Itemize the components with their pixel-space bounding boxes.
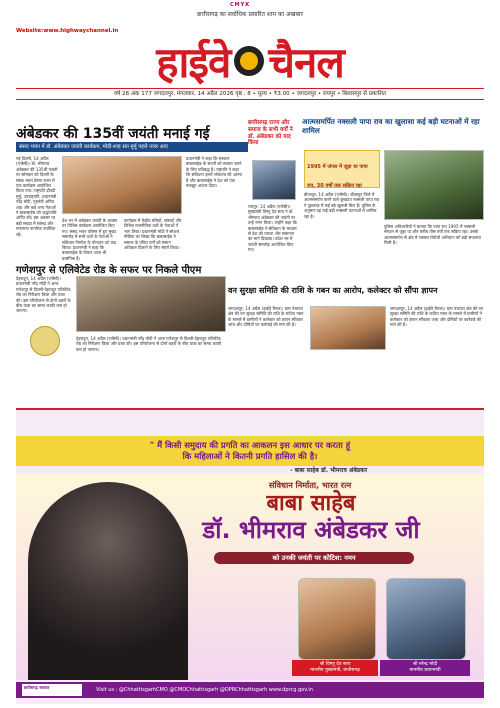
pm-title: माननीय प्रधानमंत्री bbox=[409, 668, 441, 673]
mid-headline[interactable]: छत्तीसगढ़ राज्य और समाज के सभी वर्गों ने डॉ. अंबेडकर को याद किया bbox=[248, 120, 293, 147]
ad-name-line-2: डॉ. भीमराव अंबेडकर जी bbox=[202, 516, 420, 544]
mid-body: रायपुर, 14 अप्रैल (एजेंसी)। मुख्यमंत्री विष्णु देव साय ने डॉ. भीमराव अंबेडकर की जयंती पर उन्हें नमन किया। उन्होंने कहा कि बाबासाहेब ने संविधान के माध्यम से देश को एकता और समानता का मार्ग दिखाया। प्रदेश भर में जयंती समारोह आयोजित किए गए। bbox=[248, 204, 297, 253]
naxal-headline[interactable]: आत्मसमर्पित नक्सली पापा राव का खुलासा कई बड़ी घटनाओं में रहा शामिल bbox=[302, 117, 480, 135]
cm-nameplate bbox=[292, 660, 378, 676]
ad-name-line-1: बाबा साहेब bbox=[266, 491, 356, 516]
govt-seal-icon bbox=[30, 326, 60, 356]
tagline: छत्तीसगढ़ का सर्वाधिक प्रसारित शाम का अखबार bbox=[197, 11, 303, 18]
ambedkar-col-1: नई दिल्ली, 14 अप्रैल (एजेंसी)। डॉ. भीमराव अंबेडकर की 135वीं जयंती पर सोमवार को दिल्ली के संसद भवन प्रेरणा स्थल में एक कार्यक्रम आयोजित किया गया। राष्ट्रपति द्रौपदी मुर्मू, उपराष्ट्रपति, प्रधानमंत्री नरेंद्र मोदी, गृहमंत्री अमित शाह और कई अन्य नेताओं ने बाबासाहेब को श्रद्धांजलि अर्पित की। इस अवसर पर बड़ी संख्या में सांसद और गणमान्य नागरिक उपस्थित रहे। bbox=[16, 156, 58, 237]
scheme-body-cont: जगदलपुर, 14 अप्रैल (हाईवे चैनल)। ग्राम पंचायत क्षेत्र की वन सुरक्षा समिति की राशि के कथित गबन के मामले में ग्रामीणों ने कलेक्टर को ज्ञापन सौंपकर जांच और दोषियों पर कार्रवाई की मांग की है। bbox=[390, 306, 484, 328]
ambedkar-portrait bbox=[28, 482, 188, 680]
scheme-body: जगदलपुर, 14 अप्रैल (हाईवे चैनल)। ग्राम पंचायत क्षेत्र की वन सुरक्षा समिति की राशि के कथित गबन के मामले में ग्रामीणों ने कलेक्टर को ज्ञापन सौंपकर जांच और दोषियों पर कार्रवाई की मांग की है। bbox=[228, 306, 304, 328]
newspaper-logo[interactable] bbox=[156, 33, 344, 90]
leaders-photos bbox=[290, 568, 470, 668]
logo-left: हाईवे bbox=[156, 37, 231, 87]
cm-title: माननीय मुख्यमंत्री, छत्तीसगढ़ bbox=[310, 668, 360, 673]
cm-name: श्री विष्णु देव साय bbox=[319, 662, 351, 667]
naxal-col-1: बीजापुर, 14 अप्रैल (एजेंसी)। बीजापुर जिले में आत्मसमर्पण करने वाले कुख्यात नक्सली पापा राव ने पूछताछ में कई बड़े खुलासे किए हैं। पुलिस के अनुसार वह कई बड़ी नक्सली घटनाओं में शामिल रहा है। bbox=[304, 192, 380, 219]
naxal-highlight-box bbox=[304, 150, 380, 188]
cmyk-mark: CMYK bbox=[230, 2, 251, 8]
ambedkar-headline[interactable]: अंबेडकर की 135वीं जयंती मनाई गई bbox=[16, 126, 210, 142]
modi-headline[interactable]: गणेशपुर से एलिवेटेड रोड के सफर पर निकले पीएम bbox=[16, 265, 202, 276]
ad-tribute-label: को उनकी जयंती पर कोटिश: नमन bbox=[214, 552, 414, 564]
ambedkar-col-2: देश भर में अंबेडकर जयंती के अवसर पर विभिन्न कार्यक्रम आयोजित किए गए। संसद भवन परिसर में हुए मुख्य समारोह में सभी दलों के नेताओं ने संविधान निर्माता के योगदान को याद किया। प्रधानमंत्री ने कहा कि बाबासाहेब के विचार आज भी प्रासंगिक हैं। bbox=[62, 218, 118, 261]
pm-portrait bbox=[386, 578, 466, 660]
dateline: वर्ष 28 अंक 177 जगदलपुर, मंगलवार, 14 अप्रैल 2026 पृष्ठ : 8 • मूल्य • ₹3.00 • जगदलपुर • रायपुर • बिलासपुर से प्रकाशित bbox=[16, 88, 484, 100]
ad-quote-bar bbox=[16, 436, 484, 466]
ad-quote-author: - बाबा साहेब डॉ. भीमराव अंबेडकर bbox=[290, 467, 368, 474]
scheme-headline[interactable]: वन सुरक्षा समिति की राशि के गबन का आरोप, कलेक्टर को सौंपा ज्ञापन bbox=[228, 286, 438, 295]
ambedkar-col-4: प्रधानमंत्री ने कहा कि सरकार बाबासाहेब के सपनों को साकार करने के लिए प्रतिबद्ध है। राष्ट्रपति ने कहा कि संविधान हमारे लोकतंत्र की आत्मा है और बाबासाहेब ने देश को एक मजबूत आधार दिया। bbox=[186, 156, 242, 189]
cg-govt-logo: छत्तीसगढ़ सरकार bbox=[22, 684, 82, 696]
wheel-icon bbox=[234, 46, 264, 76]
website-link[interactable]: Website:www.highwaychannel.in bbox=[16, 28, 119, 34]
ambedkar-col-3: कार्यक्रम में केंद्रीय मंत्रियों, सांसदों और विभिन्न राजनीतिक दलों के नेताओं ने भाग लिया। प्रधानमंत्री मोदी ने सोशल मीडिया पर लिखा कि बाबासाहेब ने समाज के वंचित वर्गों को समान अधिकार दिलाने के लिए संघर्ष किया। bbox=[124, 218, 182, 251]
cm-photo bbox=[252, 160, 296, 200]
naxal-photo bbox=[384, 150, 484, 220]
naxal-box-text: 1995 में जंगल में जुड़ा था पापा राव, 30 वर्षों तक सक्रिय रहा bbox=[307, 164, 368, 189]
ad-subtitle: संविधान निर्माता, भारत रत्न bbox=[268, 480, 352, 490]
logo-right: चैनल bbox=[268, 37, 344, 87]
ambedkar-subheadline: संसद भवन में डॉ. अंबेडकर जयंती कार्यक्रम, मोदी-शाह संत मुर्मू पहले नजर आए bbox=[16, 142, 248, 152]
pm-nameplate bbox=[380, 660, 470, 676]
ad-quote-line-2: कि महिलाओं ने कितनी प्रगति हासिल की है। bbox=[182, 451, 318, 461]
modi-body: देहरादून, 14 अप्रैल (एजेंसी)। प्रधानमंत्री नरेंद्र मोदी ने आज गणेशपुर से दिल्ली-देहरादून एलिवेटेड रोड का निरीक्षण किया और यात्रा की। इस परियोजना से दोनों शहरों के बीच यात्रा का समय काफी कम हो जाएगा। bbox=[16, 276, 71, 314]
ambedkar-ceremony-photo bbox=[62, 156, 182, 214]
modi-roadshow-photo bbox=[76, 276, 226, 332]
pm-name: श्री नरेन्द्र मोदी bbox=[412, 662, 438, 667]
cm-portrait bbox=[298, 578, 376, 660]
naxal-col-2: पुलिस अधिकारियों ने बताया कि पापा राव 1995 में नक्सली संगठन से जुड़ा था और करीब तीस वर्षों तक सक्रिय रहा। उसके आत्मसमर्पण से क्षेत्र में नक्सल विरोधी अभियान को बड़ी सफलता मिली है। bbox=[384, 224, 481, 246]
ad-quote-line-1: " मैं किसी समुदाय की प्रगति का आकलन इस आधार पर करता हूं bbox=[149, 440, 351, 450]
scheme-photo bbox=[310, 306, 386, 350]
modi-body-cont: देहरादून, 14 अप्रैल (एजेंसी)। प्रधानमंत्री नरेंद्र मोदी ने आज गणेशपुर से दिल्ली-देहरादून एलिवेटेड रोड का निरीक्षण किया और यात्रा की। इस परियोजना से दोनों शहरों के बीच यात्रा का समय काफी कम हो जाएगा। bbox=[76, 336, 222, 352]
ad-footer[interactable]: Visit us : @ChhattisgarhCMO @CMOChhattisgarh @DPRChhattisgarh www.dprcg.gov.in bbox=[16, 682, 484, 698]
masthead bbox=[100, 36, 400, 86]
